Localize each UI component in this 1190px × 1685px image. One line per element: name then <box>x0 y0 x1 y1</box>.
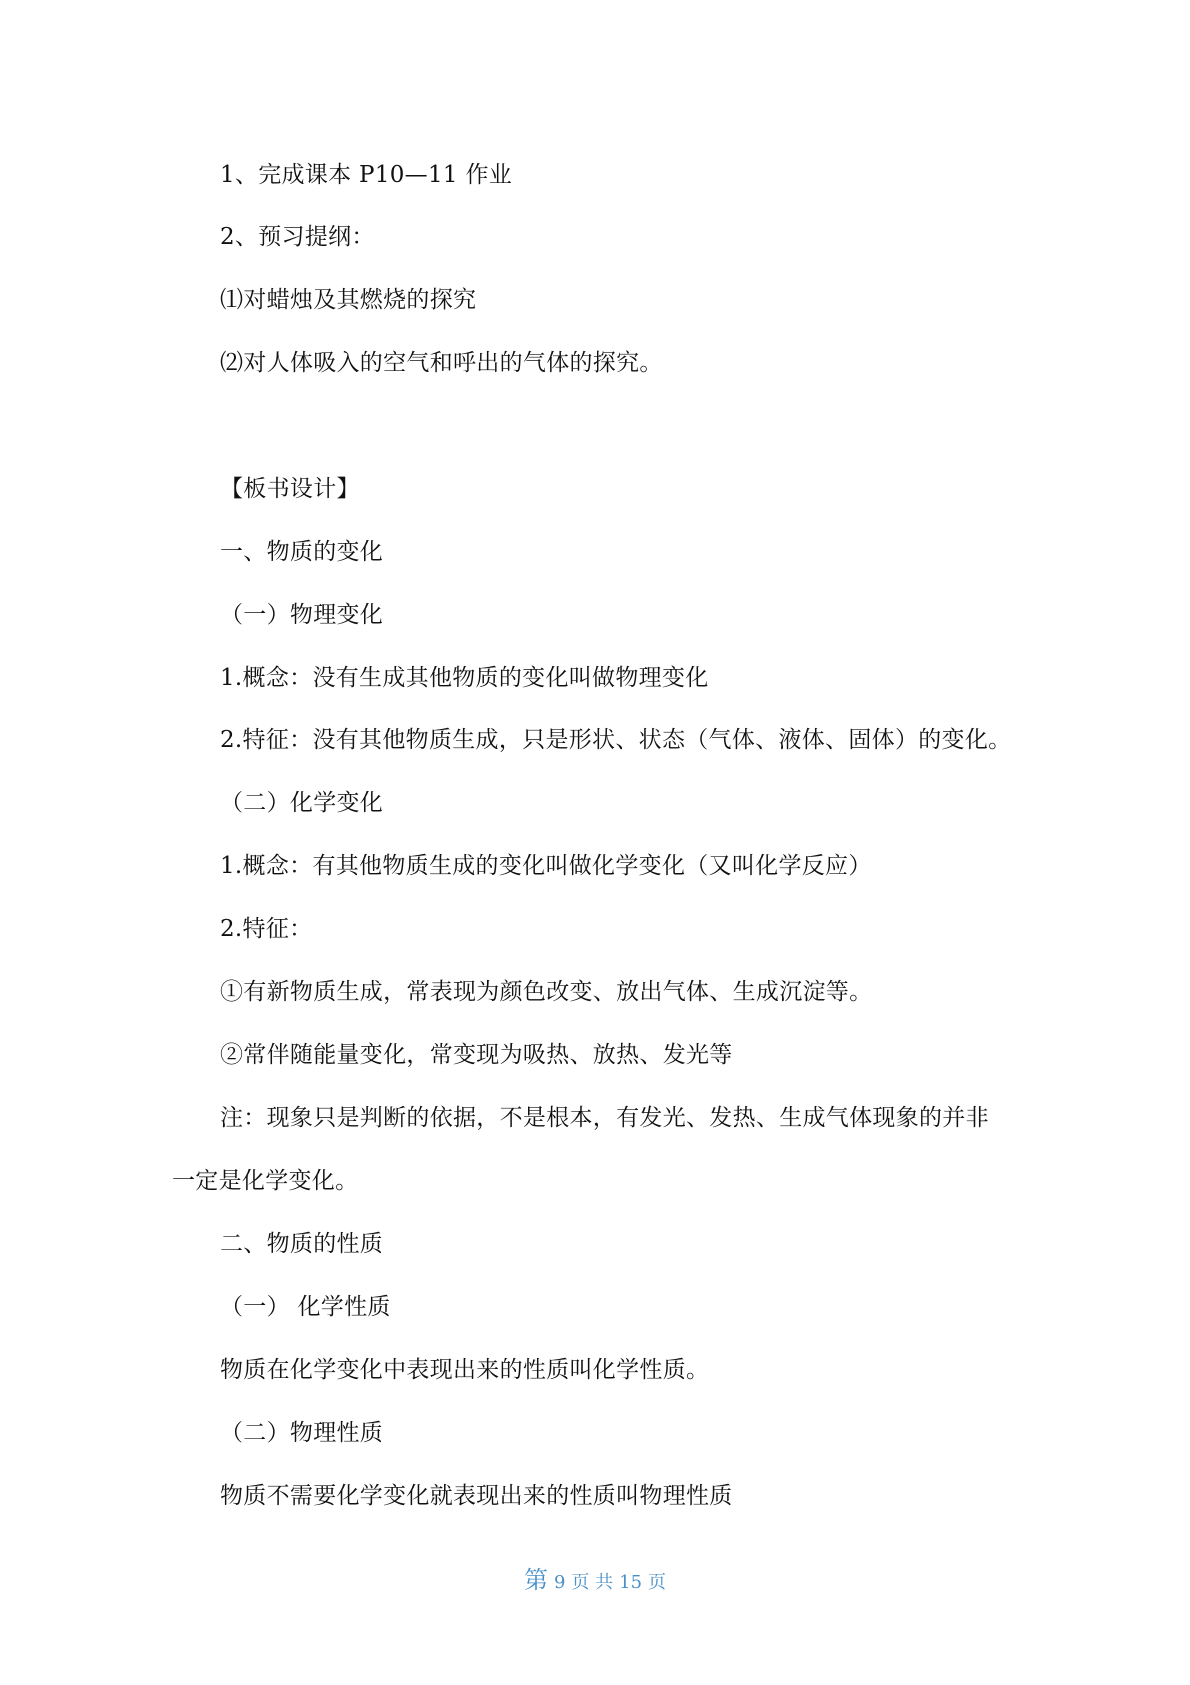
chemical-change-feature-1: ①有新物质生成，常表现为颜色改变、放出气体、生成沉淀等。 <box>220 979 873 1005</box>
homework-item-1: 1、完成课本 P10—11 作业 <box>220 162 513 188</box>
preview-item-1: ⑴对蜡烛及其燃烧的探究 <box>220 287 477 313</box>
footer-page-number: 9 <box>553 1572 566 1593</box>
heading-matter-properties: 二、物质的性质 <box>220 1231 384 1257</box>
physical-change-feature: 2.特征：没有其他物质生成，只是形状、状态（气体、液体、固体）的变化。 <box>220 727 1012 753</box>
page-footer <box>0 1560 1190 1595</box>
subheading-chemical-change: （二）化学变化 <box>220 790 384 816</box>
subheading-physical-property: （二）物理性质 <box>220 1420 384 1446</box>
chemical-change-feature-label: 2.特征： <box>220 916 313 942</box>
footer-total-pages: 15 <box>619 1572 643 1593</box>
section-heading-board-design: 【板书设计】 <box>220 476 360 502</box>
subheading-chemical-property: （一） 化学性质 <box>220 1294 391 1320</box>
subheading-physical-change: （一）物理变化 <box>220 602 384 628</box>
homework-item-2: 2、预习提纲： <box>220 224 375 250</box>
preview-item-2: ⑵对人体吸入的空气和呼出的气体的探究。 <box>220 350 663 376</box>
footer-prefix: 第 <box>523 1566 548 1594</box>
note-paragraph-line-2: 一定是化学变化。 <box>172 1168 359 1194</box>
footer-middle: 页 共 <box>571 1572 614 1593</box>
footer-suffix: 页 <box>648 1572 667 1593</box>
heading-matter-changes: 一、物质的变化 <box>220 539 384 565</box>
chemical-change-concept: 1.概念：有其他物质生成的变化叫做化学变化（又叫化学反应） <box>220 853 872 879</box>
chemical-property-definition: 物质在化学变化中表现出来的性质叫化学性质。 <box>220 1357 710 1383</box>
physical-property-definition: 物质不需要化学变化就表现出来的性质叫物理性质 <box>220 1483 733 1509</box>
physical-change-concept: 1.概念：没有生成其他物质的变化叫做物理变化 <box>220 665 709 691</box>
note-paragraph-line-1: 注：现象只是判断的依据，不是根本，有发光、发热、生成气体现象的并非 <box>220 1105 989 1131</box>
chemical-change-feature-2: ②常伴随能量变化，常变现为吸热、放热、发光等 <box>220 1042 733 1068</box>
